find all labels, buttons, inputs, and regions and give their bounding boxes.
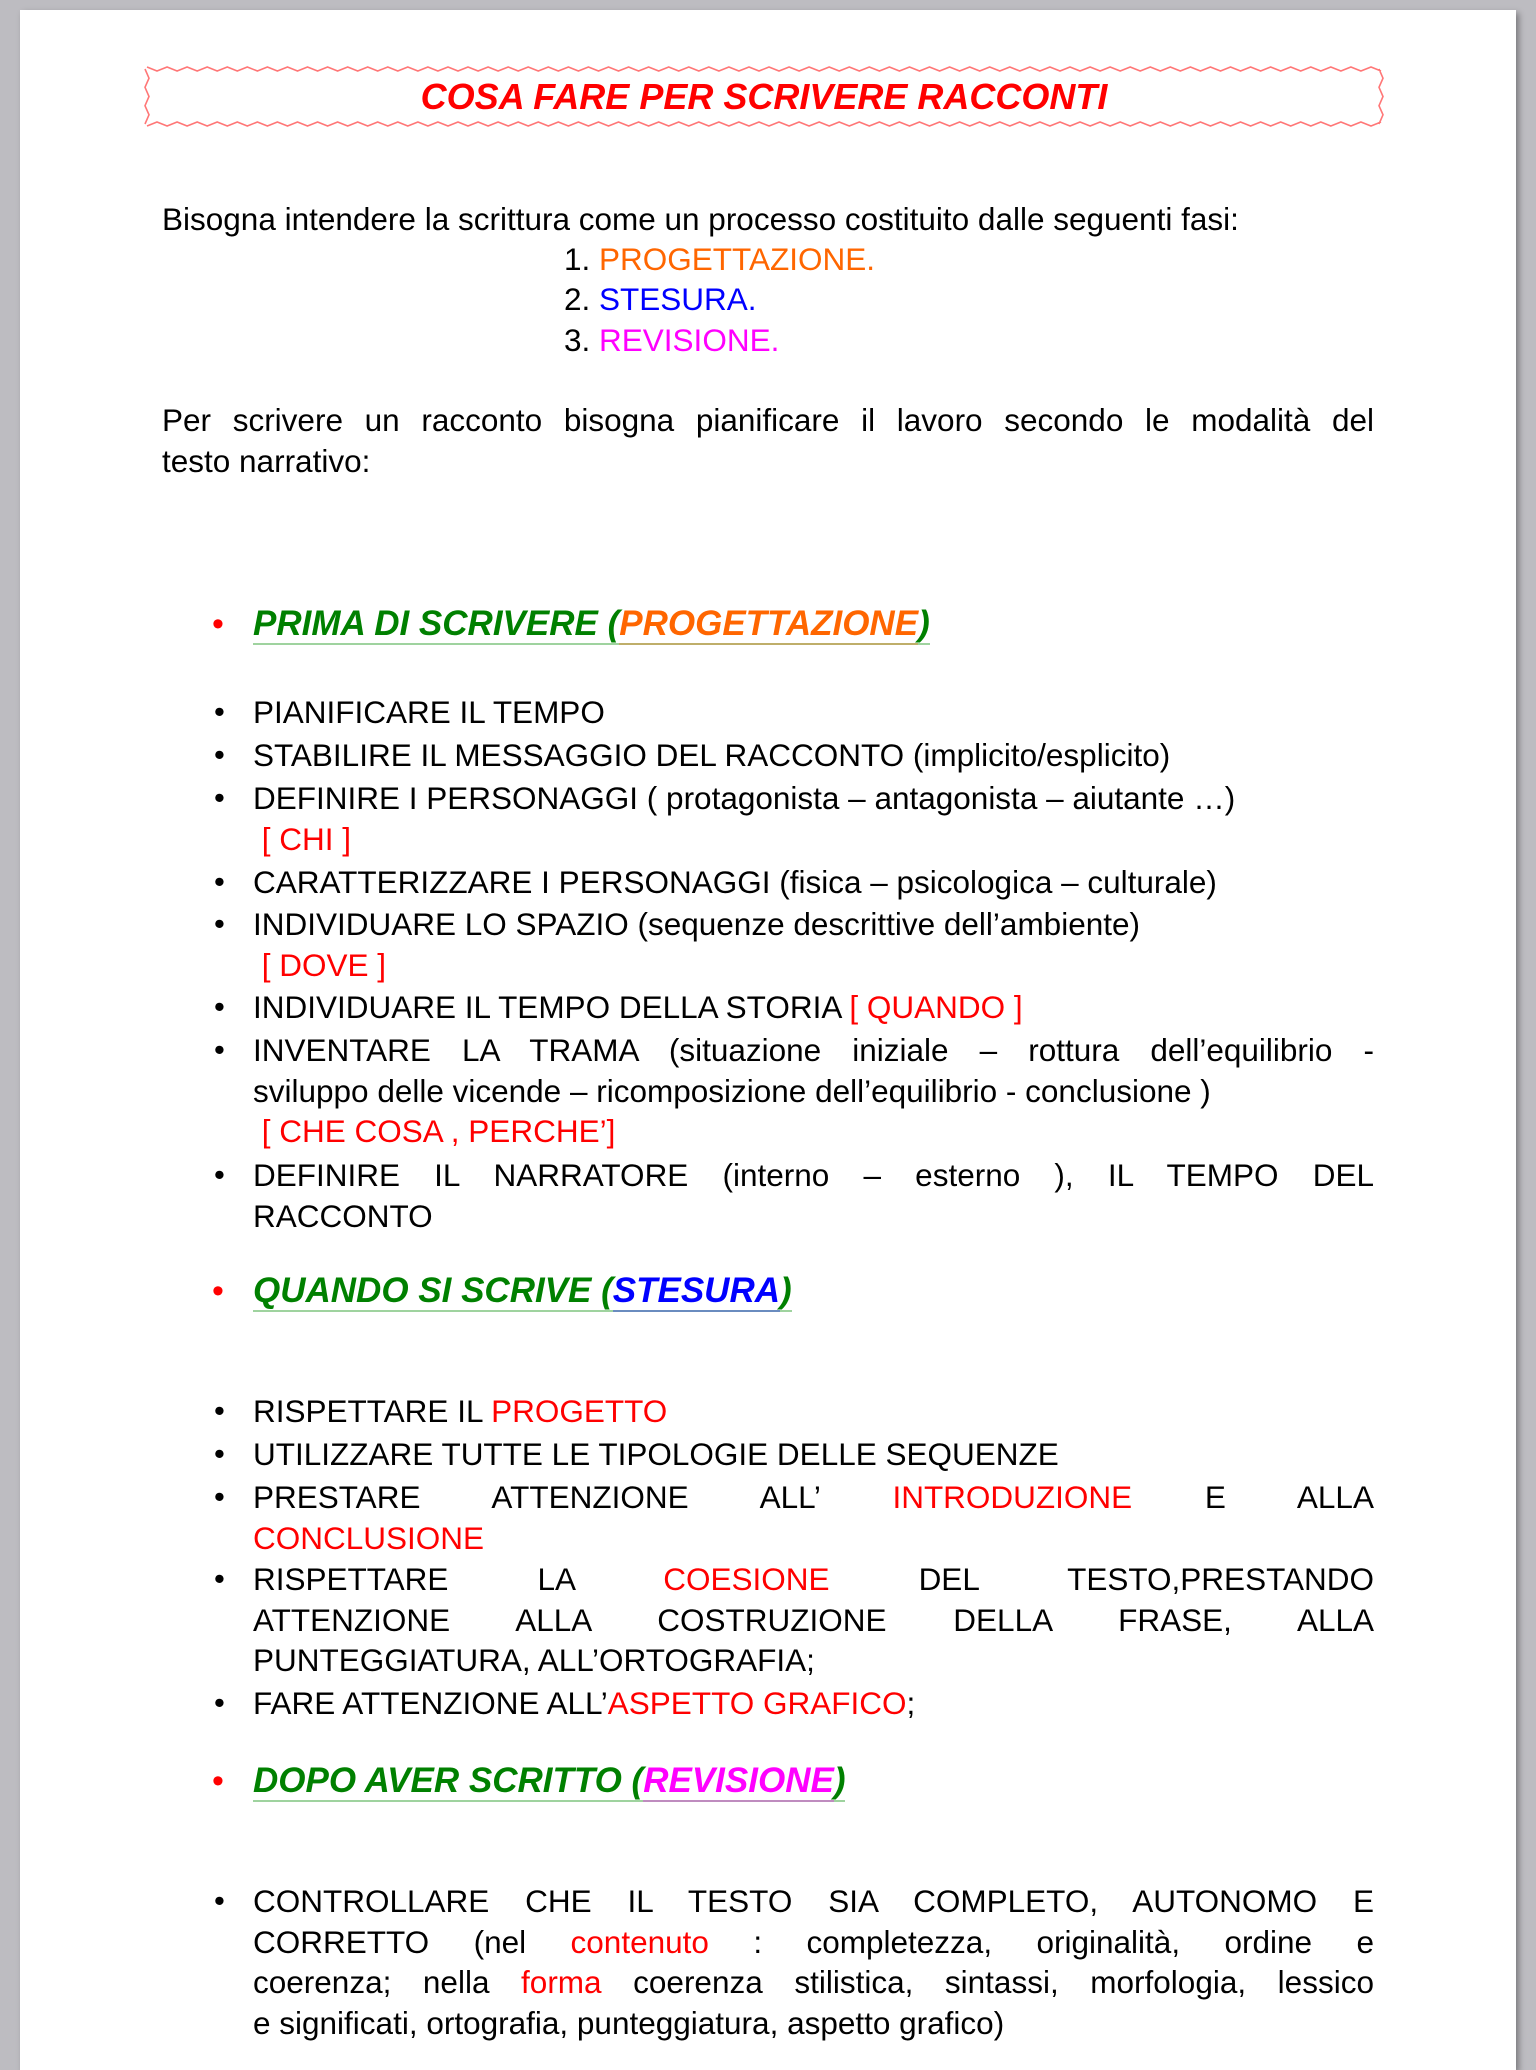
heading-bullet: •: [212, 1272, 224, 1310]
text-segment: sviluppo delle vicende – ricomposizione dell’equilibrio - conclusione ): [253, 1072, 1211, 1109]
section-heading: [253, 602, 930, 646]
list-item-line: [253, 1881, 1374, 1921]
bullet-icon: •: [214, 737, 225, 772]
text-segment: REVISIONE.: [599, 322, 780, 358]
text-segment: PUNTEGGIATURA, ALL’ORTOGRAFIA;: [253, 1642, 815, 1678]
text-segment: RISPETTARE LA: [253, 1561, 664, 1597]
text-segment: UTILIZZARE TUTTE LE TIPOLOGIE DELLE SEQUENZE: [253, 1436, 1059, 1472]
heading-close: ): [780, 1271, 792, 1310]
text-segment: RISPETTARE IL: [253, 1393, 492, 1429]
text-segment: CARATTERIZZARE I PERSONAGGI (fisica – psicologica – culturale): [253, 864, 1217, 900]
list-item-line: [253, 1600, 1374, 1640]
text-segment: coerenza stilistica, sintassi, morfologia, lessico: [633, 1964, 1374, 2000]
text-segment: DEFINIRE IL NARRATORE (interno – esterno ), IL TEMPO DEL: [253, 1157, 1374, 1193]
text-segment: : completezza, originalità, ordine e: [753, 1923, 1374, 1960]
text-line: [162, 441, 1374, 481]
heading-text: [253, 1271, 792, 1312]
text-segment: CONTROLLARE CHE IL TESTO SIA COMPLETO, AUTONOMO E: [253, 1883, 1374, 1919]
list-item-line: [253, 1922, 1374, 1962]
list-item-line: [253, 1559, 1374, 1599]
document-title: COSA FARE PER SCRIVERE RACCONTI: [420, 76, 1108, 117]
text-segment: e significati, ortografia, punteggiatura, aspetto grafico): [253, 2004, 1005, 2041]
text-segment: [ DOVE ]: [253, 946, 387, 983]
heading-phase: PROGETTAZIONE: [619, 604, 919, 643]
bullet-icon: •: [214, 1393, 225, 1428]
section-heading: [253, 1269, 792, 1313]
text-segment: FARE ATTENZIONE ALL’: [253, 1685, 608, 1721]
text-segment: INTRODUZIONE: [892, 1479, 1133, 1515]
text-segment: ;: [906, 1685, 916, 1721]
text-segment: RACCONTO: [253, 1197, 433, 1234]
text-segment: contenuto: [570, 1923, 709, 1960]
bullet-icon: •: [214, 1685, 225, 1720]
text-segment: COESIONE: [663, 1561, 830, 1597]
text-segment: Per scrivere un racconto bisogna pianificare il lavoro secondo le modalità del: [162, 402, 1374, 438]
text-segment: 2.: [564, 281, 600, 317]
bullet-icon: •: [214, 989, 225, 1024]
text-segment: [ CHI ]: [253, 820, 352, 857]
text-segment: forma: [521, 1964, 602, 2000]
text-segment: PIANIFICARE IL TEMPO: [253, 694, 605, 730]
text-segment: ATTENZIONE ALLA COSTRUZIONE DELLA FRASE, ALLA: [253, 1601, 1374, 1638]
text-segment: PRESTARE ATTENZIONE ALL’: [253, 1479, 820, 1515]
text-segment: STABILIRE IL MESSAGGIO DEL RACCONTO (implicito/esplicito): [253, 737, 1171, 773]
text-segment: testo narrativo:: [162, 442, 371, 479]
text-line: [564, 239, 875, 279]
heading-main: DOPO AVER SCRITTO (: [253, 1761, 644, 1800]
section-heading: [253, 1759, 845, 1803]
list-item-line: [253, 1640, 1374, 1680]
text-segment: 1.: [564, 241, 600, 277]
bullet-icon: •: [214, 1157, 225, 1192]
text-segment: DEFINIRE I PERSONAGGI ( protagonista – antagonista – aiutante …): [253, 780, 1236, 816]
heading-phase: STESURA: [612, 1271, 781, 1310]
text-line: [162, 199, 1239, 239]
text-segment: 3.: [564, 322, 600, 358]
heading-bullet: •: [212, 605, 224, 643]
bullet-icon: •: [214, 906, 225, 941]
bullet-icon: •: [214, 1436, 225, 1471]
heading-close: ): [918, 604, 930, 643]
text-segment: CORRETTO (nel: [253, 1923, 571, 1960]
text-segment: DEL TESTO,PRESTANDO: [918, 1561, 1374, 1597]
heading-close: ): [833, 1761, 846, 1800]
heading-main: QUANDO SI SCRIVE (: [253, 1271, 613, 1310]
title-box: [143, 65, 1385, 128]
list-item-line: [253, 1196, 1374, 1236]
text-segment: Bisogna intendere la scrittura come un processo costituito dalle seguenti fasi:: [162, 201, 1239, 237]
bullet-icon: •: [214, 1032, 225, 1067]
text-line: [564, 320, 779, 360]
list-item-line: [253, 945, 1374, 985]
list-item-line: [253, 778, 1374, 818]
bullet-icon: •: [214, 780, 225, 815]
heading-main: PRIMA DI SCRIVERE (: [253, 604, 620, 643]
text-segment: ASPETTO GRAFICO: [607, 1685, 907, 1721]
list-item-line: [253, 735, 1374, 775]
list-item-line: [253, 862, 1374, 902]
text-segment: CONCLUSIONE: [253, 1519, 485, 1556]
text-segment: [ QUANDO ]: [849, 989, 1023, 1025]
list-item-line: [253, 2003, 1374, 2043]
text-segment: coerenza; nella: [253, 1964, 522, 2000]
text-segment: PROGETTAZIONE.: [599, 241, 875, 277]
text-segment: E ALLA: [1204, 1479, 1374, 1515]
list-item-line: [253, 1518, 1374, 1558]
bullet-icon: •: [214, 1883, 225, 1918]
list-item-line: [253, 1434, 1374, 1474]
list-item-line: [253, 692, 1374, 732]
bullet-icon: •: [214, 694, 225, 729]
heading-text: [253, 604, 930, 645]
bullet-icon: •: [214, 1561, 225, 1596]
heading-bullet: •: [212, 1762, 224, 1800]
list-item-line: [253, 904, 1374, 944]
text-segment: INDIVIDUARE IL TEMPO DELLA STORIA: [253, 989, 850, 1025]
text-segment: PROGETTO: [491, 1393, 668, 1429]
text-segment: INVENTARE LA TRAMA (situazione iniziale – rottura dell’equilibrio -: [253, 1032, 1374, 1068]
list-item-line: [253, 1391, 1374, 1431]
list-item-line: [253, 1030, 1374, 1070]
list-item-line: [253, 1155, 1374, 1195]
text-line: [564, 279, 757, 319]
bullet-icon: •: [214, 1479, 225, 1514]
text-segment: STESURA.: [599, 281, 757, 317]
list-item-line: [253, 1962, 1374, 2002]
list-item-line: [253, 819, 1374, 859]
list-item-line: [253, 1477, 1374, 1517]
heading-phase: REVISIONE: [643, 1761, 834, 1800]
bullet-icon: •: [214, 864, 225, 899]
list-item-line: [253, 987, 1374, 1027]
list-item-line: [253, 1111, 1374, 1151]
list-item-line: [253, 1071, 1374, 1111]
text-segment: [ CHE COSA , PERCHE’]: [253, 1113, 616, 1149]
document-page: [20, 10, 1516, 2070]
heading-text: [253, 1761, 845, 1802]
text-line: [162, 400, 1374, 440]
text-segment: INDIVIDUARE LO SPAZIO (sequenze descrittive dell’ambiente): [253, 906, 1140, 942]
list-item-line: [253, 1683, 1374, 1723]
